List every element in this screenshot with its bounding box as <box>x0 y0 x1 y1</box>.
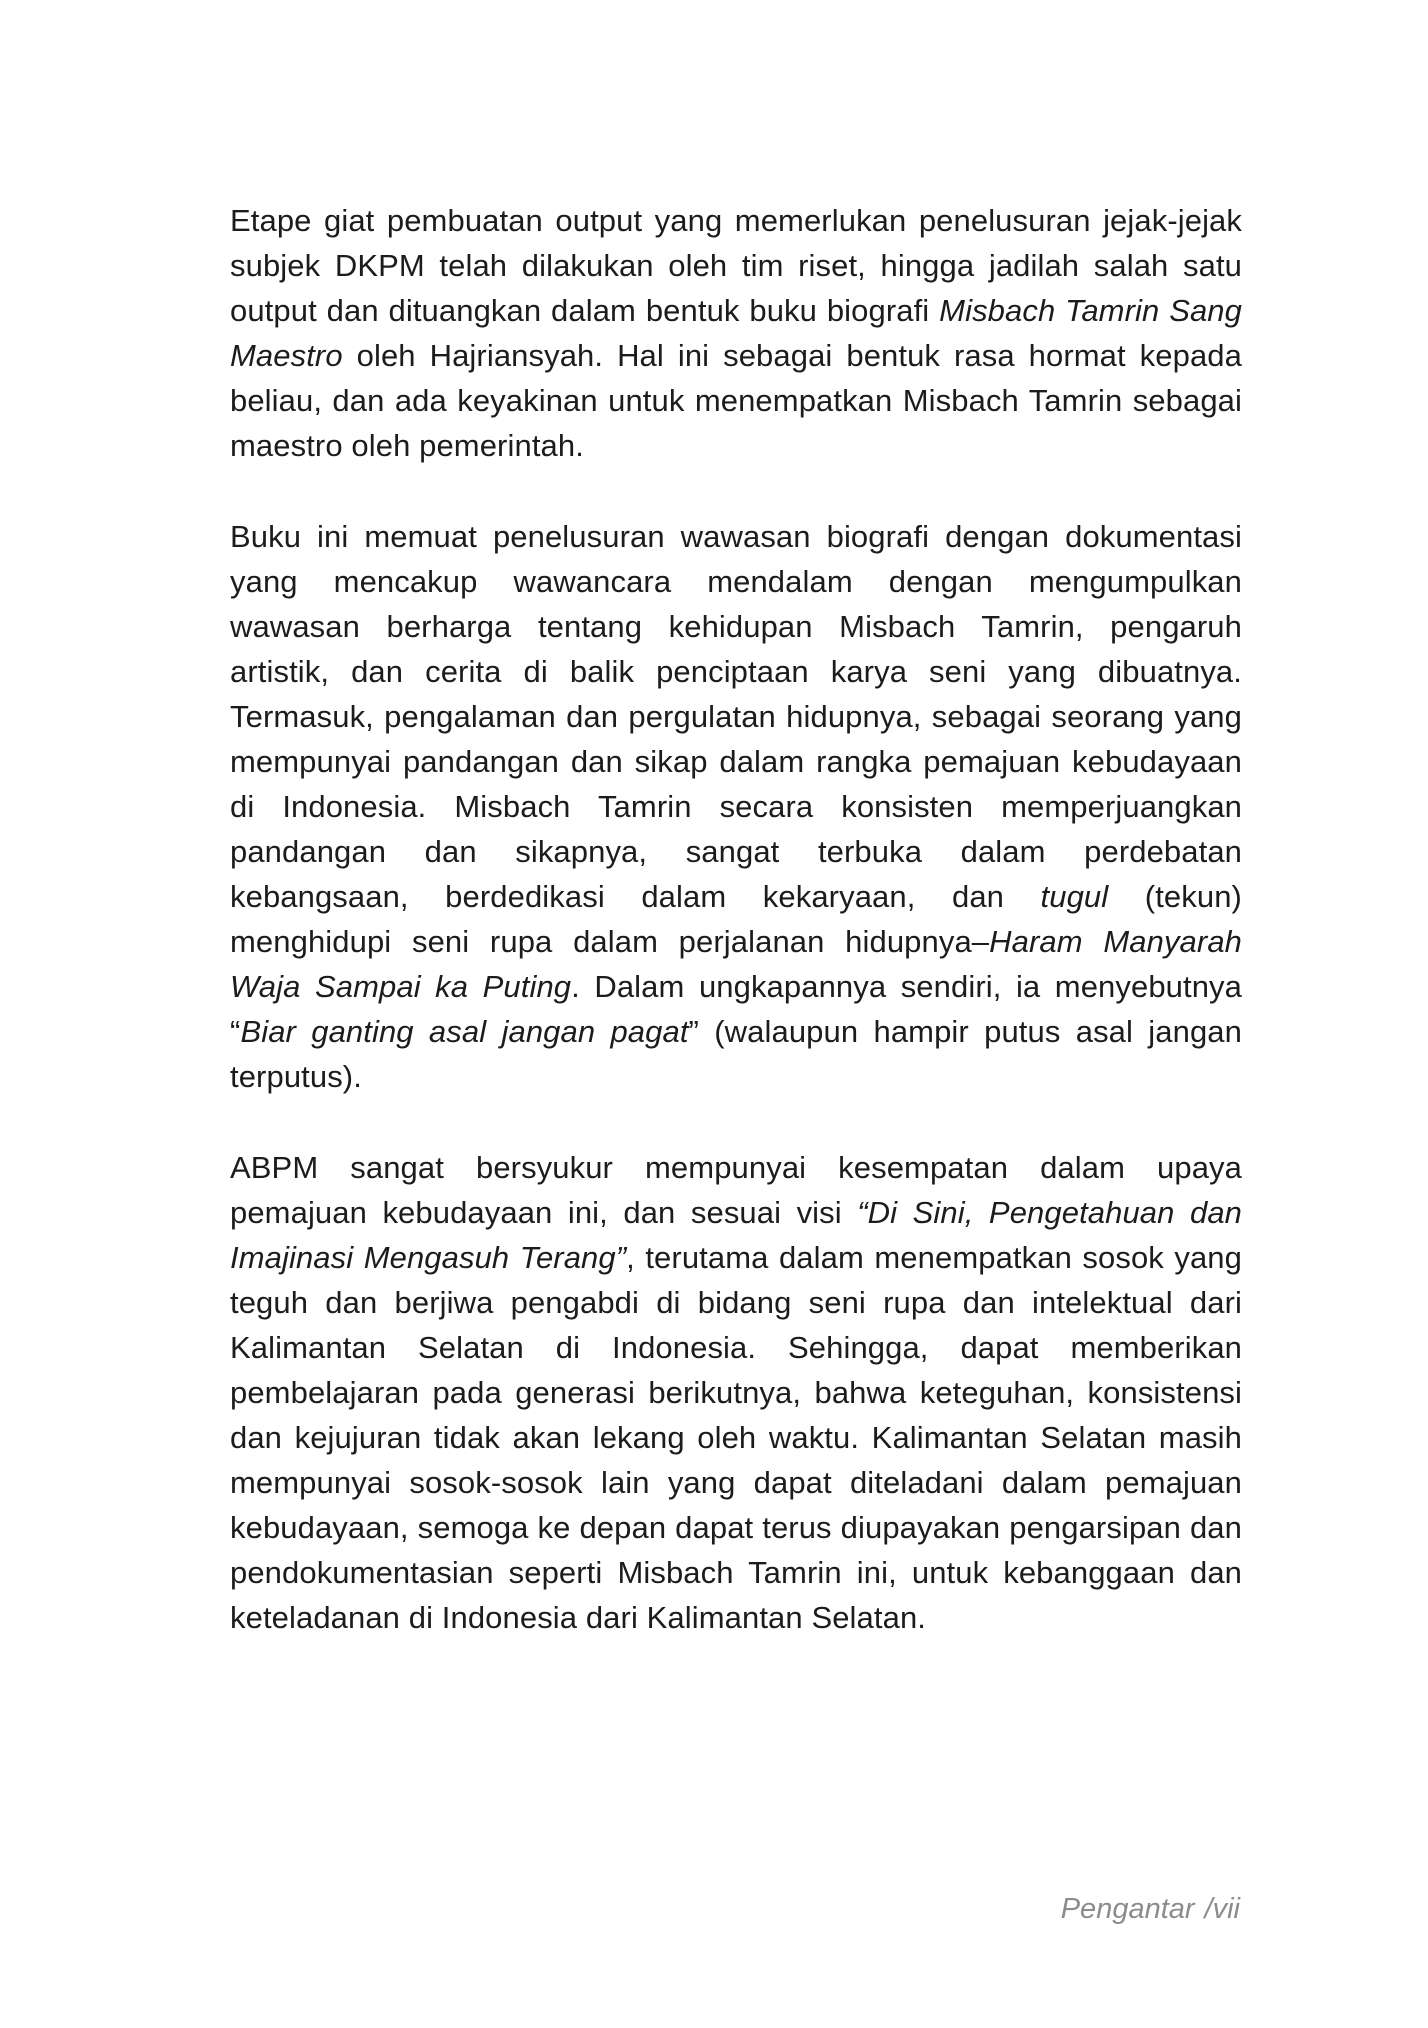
text-run: , terutama dalam menempatkan sosok yang teguh dan berjiwa pengabdi di bidang seni rupa dan intelektual dari Kalimantan Selatan di Indonesia. Sehingga, dapat memberikan pembelajaran pada generasi berikutnya, bahwa keteguhan, konsistensi dan kejujuran tidak akan lekang oleh waktu. Kalimantan Selatan masih mempunyai sosok-sosok lain yang dapat diteladani dalam pemajuan kebudayaan, semoga ke depan dapat terus diupayakan pengarsipan dan pendokumentasian seperti Misbach Tamrin ini, untuk kebanggaan dan keteladanan di Indonesia dari Kalimantan Selatan. <box>230 1240 1242 1635</box>
page-body <box>230 198 1242 1640</box>
text-run: ” (walaupun hampir putus asal jangan terputus). <box>230 1014 1242 1094</box>
text-run: Etape giat pembuatan output yang memerlukan penelusuran jejak-jejak subjek DKPM telah dilakukan oleh tim riset, hingga jadilah salah satu output dan dituangkan dalam bentuk buku biografi <box>230 203 1242 328</box>
paragraph <box>230 198 1242 468</box>
paragraph <box>230 514 1242 1099</box>
text-run: ABPM sangat bersyukur mempunyai kesempatan dalam upaya pemajuan kebudayaan ini, dan sesuai visi <box>230 1150 1242 1230</box>
italic-text-run: Biar ganting asal jangan pagat <box>240 1014 689 1049</box>
text-run: . Dalam ungkapannya sendiri, ia menyebutnya “ <box>230 969 1242 1049</box>
text-run: (tekun) menghidupi seni rupa dalam perjalanan hidupnya– <box>230 879 1242 959</box>
italic-text-run: “Di Sini, Pengetahuan dan Imajinasi Mengasuh Terang” <box>230 1195 1242 1275</box>
footer-page-number: /vii <box>1204 1893 1240 1925</box>
paragraph <box>230 1145 1242 1640</box>
italic-text-run: tugul <box>1040 879 1109 914</box>
footer-section-label: Pengantar <box>1060 1893 1195 1925</box>
page-footer <box>1061 1893 1240 1926</box>
text-run: oleh Hajriansyah. Hal ini sebagai bentuk rasa hormat kepada beliau, dan ada keyakinan untuk menempatkan Misbach Tamrin sebagai maestro oleh pemerintah. <box>230 338 1242 463</box>
italic-text-run: Haram Manyarah Waja Sampai ka Puting <box>230 924 1242 1004</box>
text-run: Buku ini memuat penelusuran wawasan biografi dengan dokumentasi yang mencakup wawancara mendalam dengan mengumpulkan wawasan berharga tentang kehidupan Misbach Tamrin, pengaruh artistik, dan cerita di balik penciptaan karya seni yang dibuatnya. Termasuk, pengalaman dan pergulatan hidupnya, sebagai seorang yang mempunyai pandangan dan sikap dalam rangka pemajuan kebudayaan di Indonesia. Misbach Tamrin secara konsisten memperjuangkan pandangan dan sikapnya, sangat terbuka dalam perdebatan kebangsaan, berdedikasi dalam kekaryaan, dan <box>230 519 1242 914</box>
italic-text-run: Misbach Tamrin Sang Maestro <box>230 293 1242 373</box>
